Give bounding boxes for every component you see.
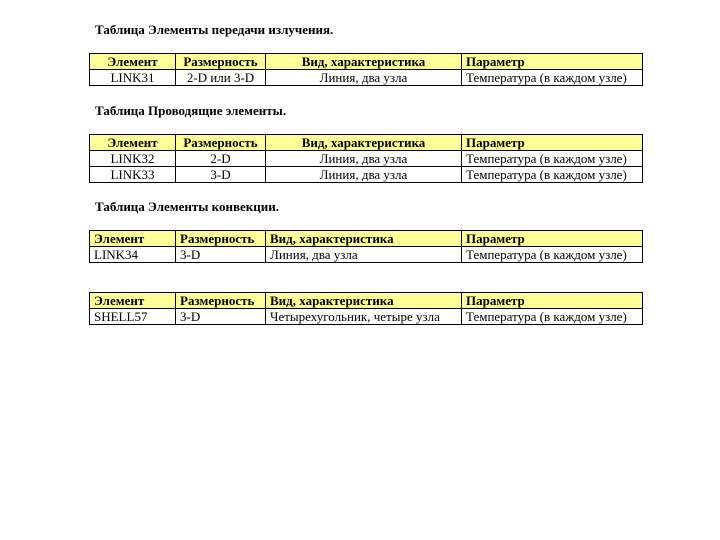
cell-dimension: 2-D	[176, 151, 266, 167]
cell-type: Четырехугольник, четыре узла	[266, 309, 462, 325]
header-element: Элемент	[90, 135, 176, 151]
header-type: Вид, характеристика	[266, 54, 462, 70]
header-dimension: Размерность	[176, 135, 266, 151]
header-element: Элемент	[90, 293, 176, 309]
table-row	[90, 247, 643, 263]
table-header-row	[90, 231, 643, 247]
cell-type: Линия, два узла	[266, 247, 462, 263]
cell-parameter: Температура (в каждом узле)	[462, 247, 643, 263]
cell-type: Линия, два узла	[266, 151, 462, 167]
header-parameter: Параметр	[462, 293, 643, 309]
table-convection-elements	[89, 230, 643, 263]
header-dimension: Размерность	[176, 293, 266, 309]
cell-element: SHELL57	[90, 309, 176, 325]
header-type: Вид, характеристика	[266, 135, 462, 151]
table-row	[90, 70, 643, 86]
header-element: Элемент	[90, 54, 176, 70]
header-dimension: Размерность	[176, 54, 266, 70]
cell-dimension: 3-D	[176, 167, 266, 183]
table-header-row	[90, 135, 643, 151]
header-parameter: Параметр	[462, 135, 643, 151]
cell-element: LINK31	[90, 70, 176, 86]
header-parameter: Параметр	[462, 54, 643, 70]
header-type: Вид, характеристика	[266, 293, 462, 309]
cell-parameter: Температура (в каждом узле)	[462, 309, 643, 325]
header-element: Элемент	[90, 231, 176, 247]
table-2-caption: Таблица Проводящие элементы.	[95, 103, 287, 118]
cell-parameter: Температура (в каждом узле)	[462, 151, 643, 167]
cell-dimension: 3-D	[176, 309, 266, 325]
table-row	[90, 151, 643, 167]
table-shell-elements	[89, 292, 643, 325]
header-parameter: Параметр	[462, 231, 643, 247]
table-header-row	[90, 293, 643, 309]
header-type: Вид, характеристика	[266, 231, 462, 247]
table-header-row	[90, 54, 643, 70]
cell-element: LINK32	[90, 151, 176, 167]
header-dimension: Размерность	[176, 231, 266, 247]
cell-element: LINK33	[90, 167, 176, 183]
table-radiation-elements	[89, 53, 643, 86]
cell-parameter: Температура (в каждом узле)	[462, 167, 643, 183]
cell-element: LINK34	[90, 247, 176, 263]
cell-parameter: Температура (в каждом узле)	[462, 70, 643, 86]
table-3-caption: Таблица Элементы конвекции.	[95, 199, 279, 214]
cell-type: Линия, два узла	[266, 70, 462, 86]
cell-dimension: 2-D или 3-D	[176, 70, 266, 86]
table-conductive-elements	[89, 134, 643, 183]
table-1-caption: Таблица Элементы передачи излучения.	[95, 22, 334, 37]
table-row	[90, 309, 643, 325]
cell-type: Линия, два узла	[266, 167, 462, 183]
table-row	[90, 167, 643, 183]
cell-dimension: 3-D	[176, 247, 266, 263]
